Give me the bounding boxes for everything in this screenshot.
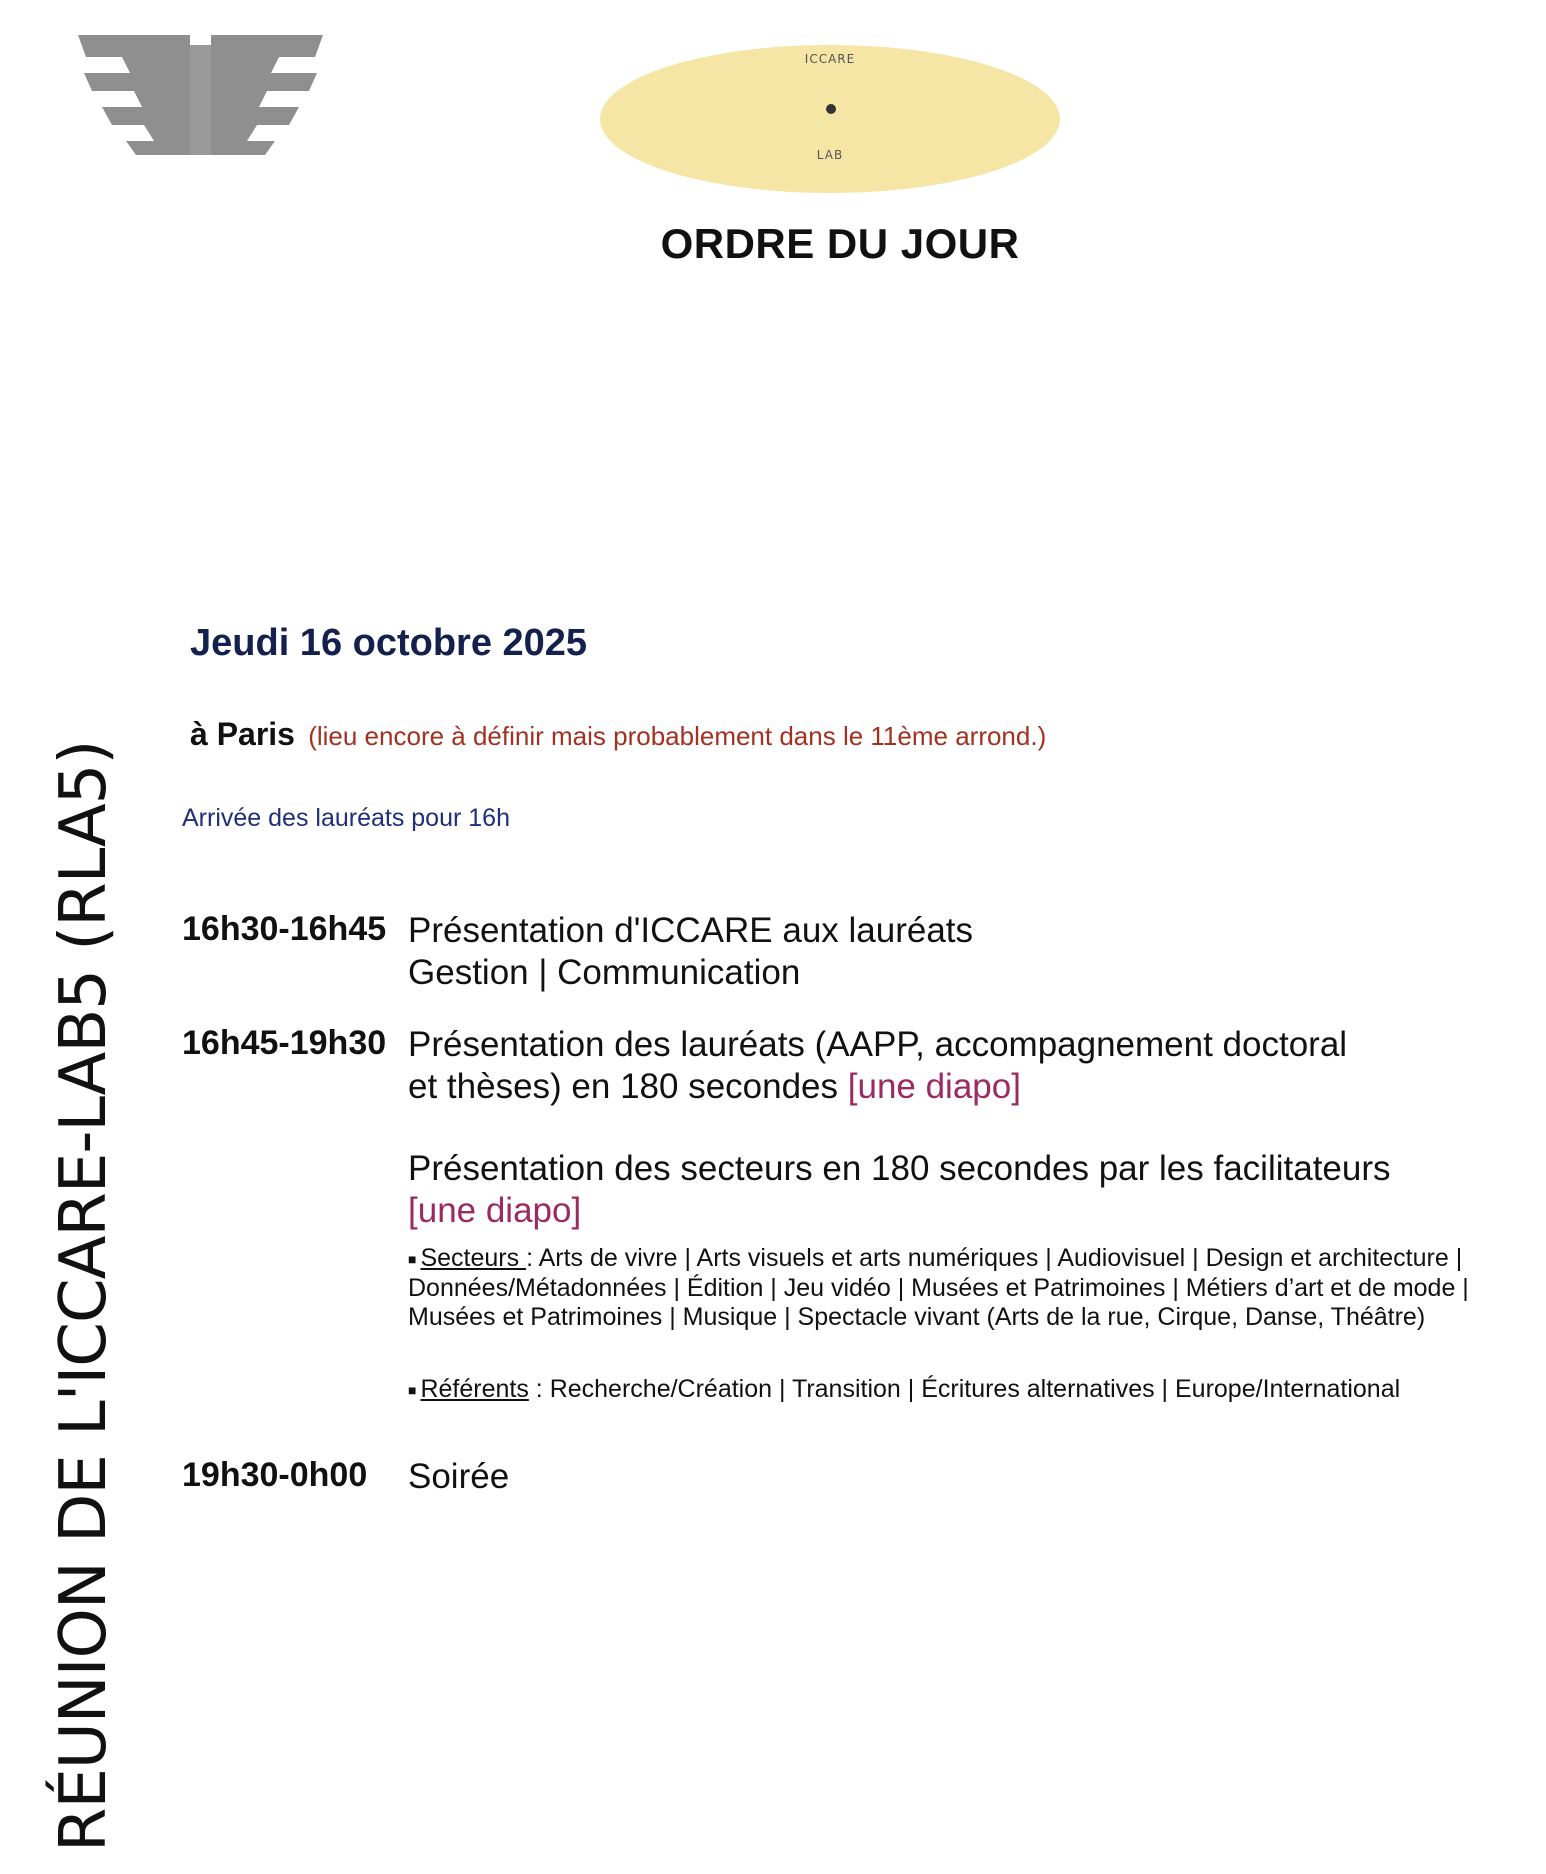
page-title: ORDRE DU JOUR (660, 220, 1020, 267)
arrival-note: Arrivée des lauréats pour 16h (182, 804, 510, 832)
side-title: RÉUNION DE L'ICCARE-LAB5 (RLA5) (47, 740, 121, 1852)
schedule-description (408, 910, 973, 994)
place-note: (lieu encore à définir mais probablement dans le 11ème arrond.) (308, 721, 1047, 751)
schedule-line (408, 1066, 1391, 1108)
referents-text: : Recherche/Création | Transition | Écritures alternatives | Europe/International (528, 1375, 1401, 1403)
schedule-description: Soirée (408, 1457, 510, 1496)
schedule-time: 16h45-19h30 (182, 1024, 387, 1062)
schedule-line: Présentation des secteurs en 180 secondes par les facilitateurs (408, 1149, 1391, 1188)
iccare-lab-logo (600, 45, 1060, 193)
schedule-description (408, 1024, 1391, 1232)
referents-list (408, 1375, 1533, 1405)
bullet-icon: ■ (408, 1250, 417, 1267)
slide-tag: [une diapo] (408, 1191, 582, 1230)
schedule-line-text: et thèses) en 180 secondes (408, 1067, 839, 1106)
schedule-line: Présentation d'ICCARE aux lauréats (408, 911, 974, 950)
schedule-line: Présentation des lauréats (AAPP, accompagnement doctoral (408, 1025, 1348, 1064)
bullet-icon: ■ (408, 1381, 417, 1398)
schedule-time: 16h30-16h45 (182, 910, 387, 948)
schedule-line: Gestion | Communication (408, 953, 801, 992)
referents-key: Référents (420, 1375, 529, 1403)
meeting-place (190, 716, 1046, 753)
logo-bottom-text: LAB (816, 148, 844, 162)
sectors-text: : Arts de vivre | Arts visuels et arts numériques | Audiovisuel | Design et architecture | Données/Métadonnées | Édition | Jeu vidéo | Musées et Patrimoines | Métiers d’art et de mode | Musées et Patrimoines | Musique | Spectacle vivant (Arts de la rue, Cirque, Danse, Théâtre) (408, 1244, 1469, 1331)
slide-tag: [une diapo] (847, 1067, 1021, 1106)
meeting-date: Jeudi 16 octobre 2025 (190, 622, 588, 664)
wings-logo-icon (78, 35, 323, 155)
schedule-time: 19h30-0h00 (182, 1456, 368, 1494)
logo-top-text: ICCARE (804, 52, 856, 66)
place-city: à Paris (190, 716, 295, 752)
sectors-key: Secteurs (420, 1244, 527, 1272)
logo-dot-icon (826, 104, 836, 114)
sectors-list (408, 1244, 1533, 1332)
